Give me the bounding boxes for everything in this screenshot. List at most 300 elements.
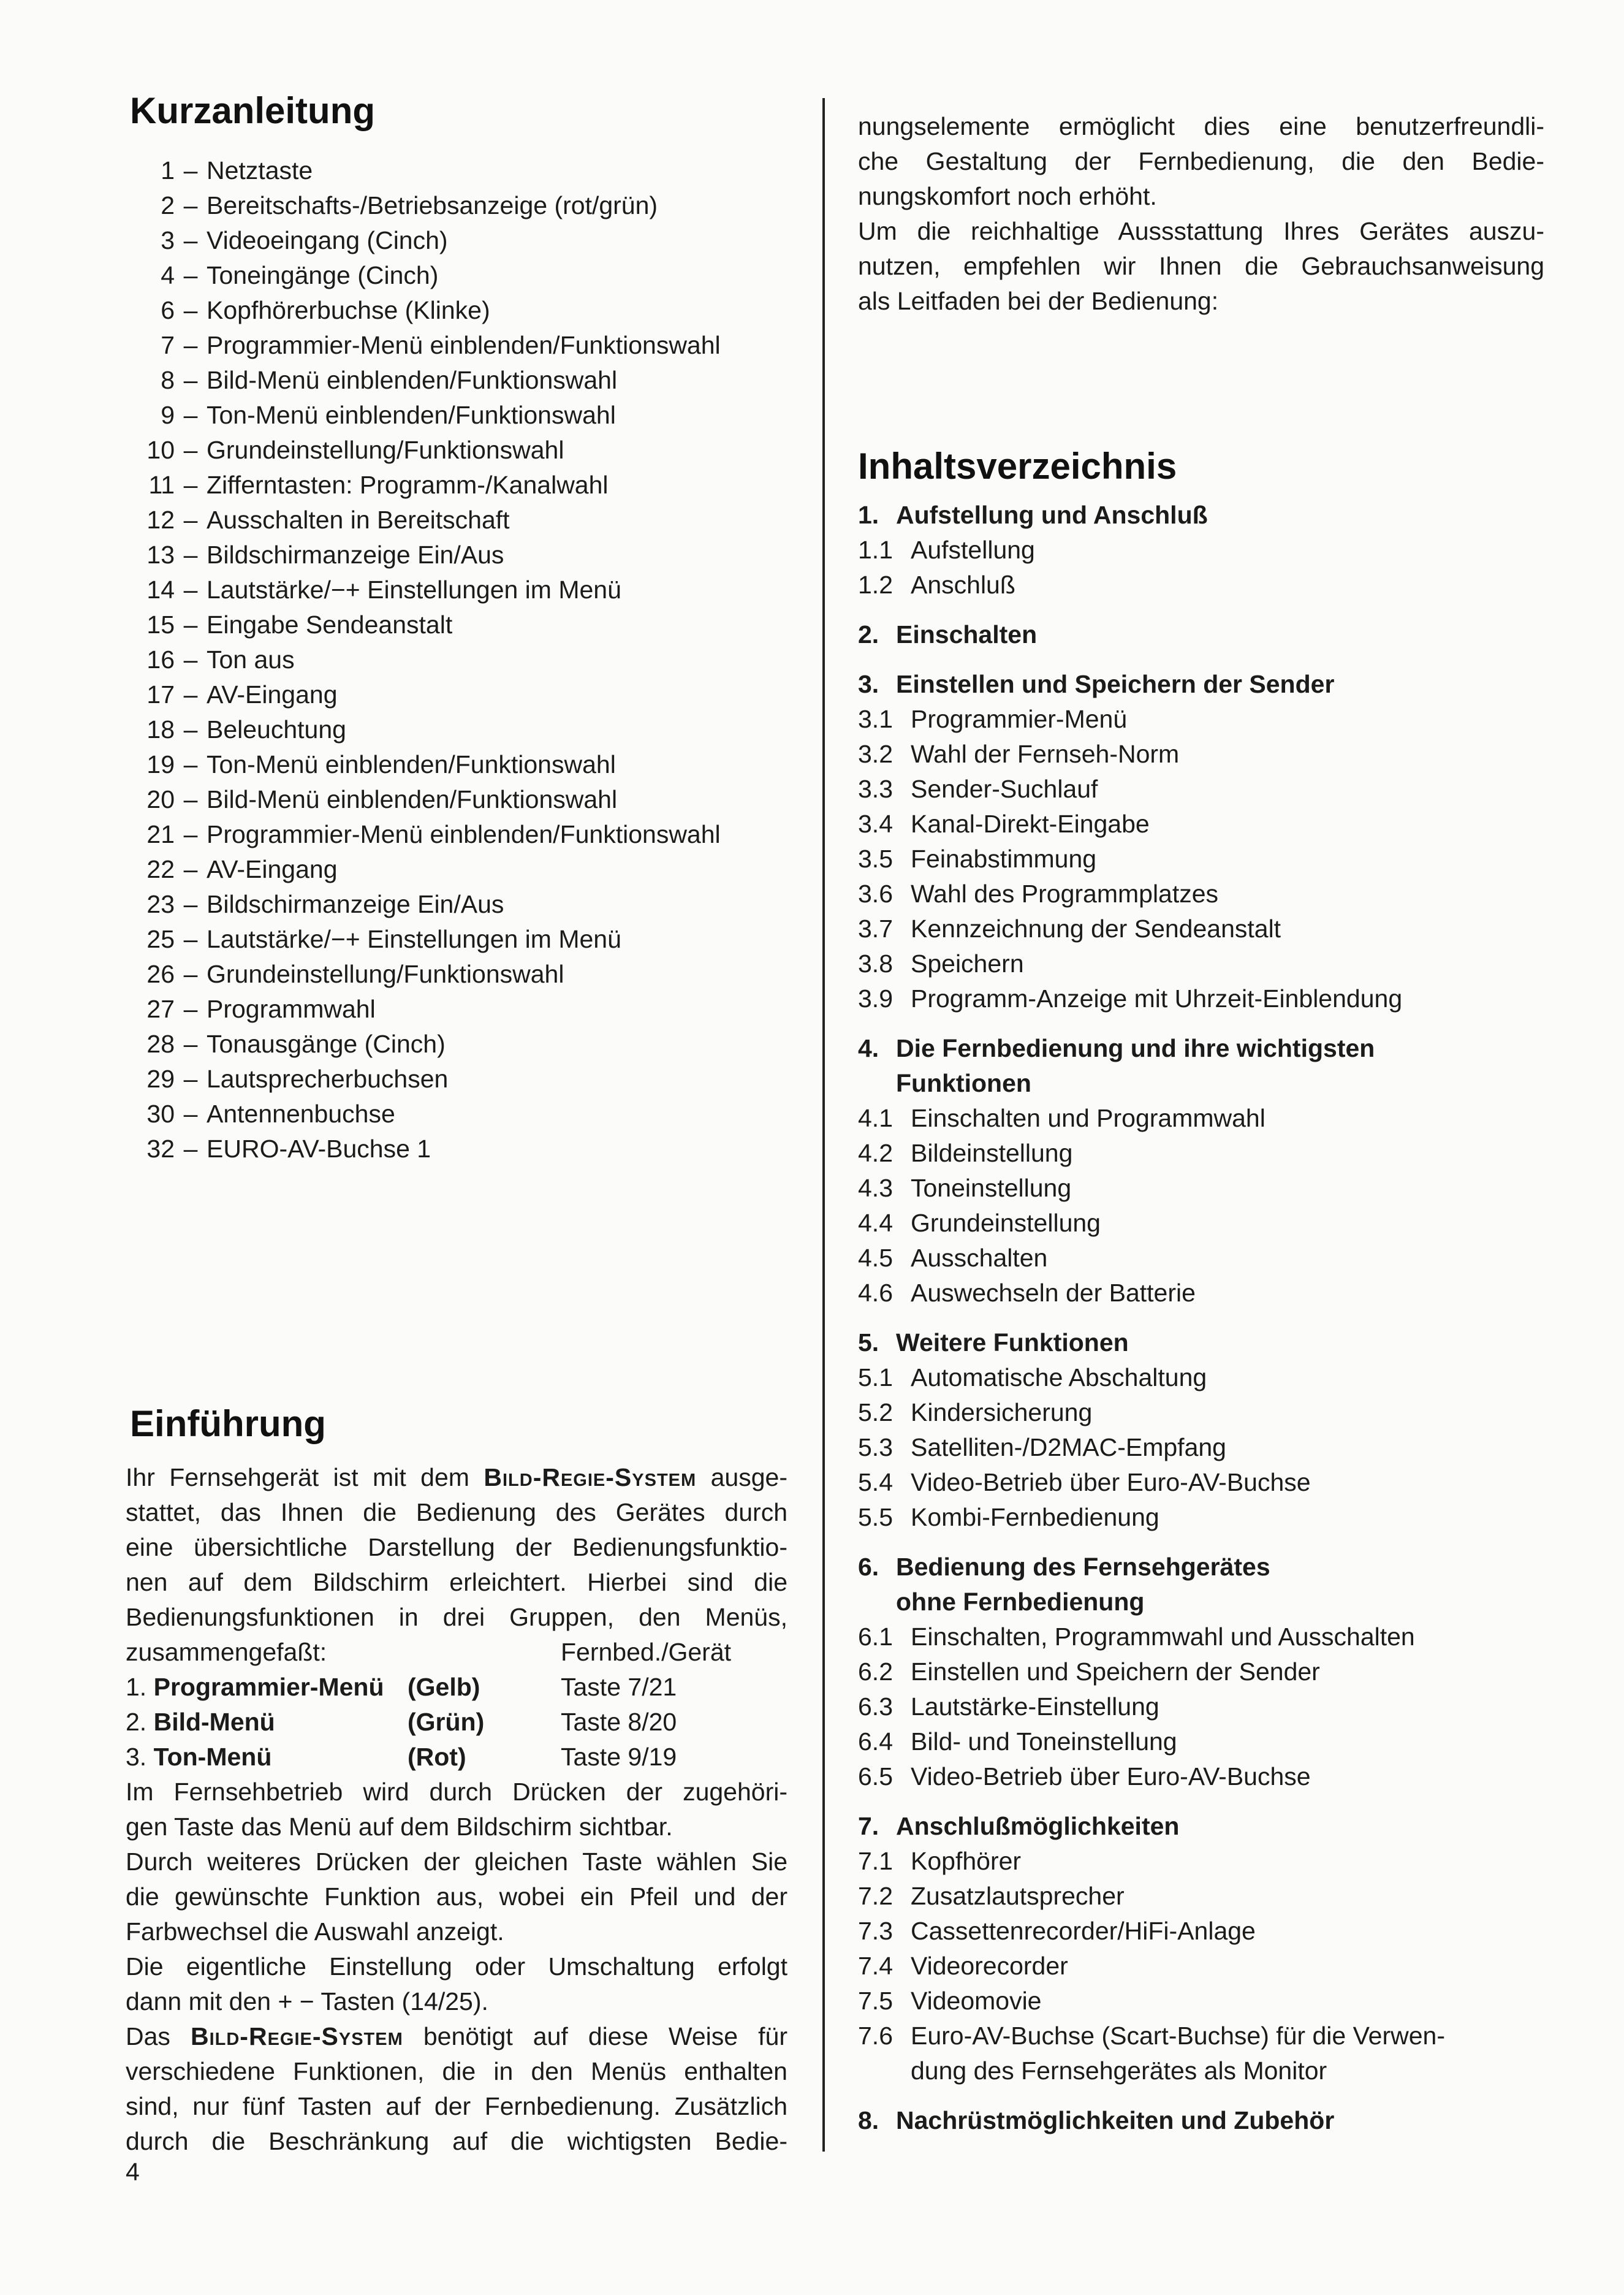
item-number: 12 — [146, 506, 175, 534]
toc-section — [858, 617, 1544, 652]
list-item — [126, 642, 787, 677]
item-text: Programmier-Menü einblenden/Funktionswahl — [207, 331, 721, 359]
toc-item-text: Programmier-Menü — [911, 705, 1128, 733]
item-number: 25 — [146, 925, 175, 953]
menu-color: (Gelb) — [408, 1673, 480, 1701]
list-item — [126, 1062, 787, 1097]
toc-item-number: 3.2 — [858, 740, 893, 768]
item-number: 10 — [146, 436, 175, 464]
menu-row — [126, 1670, 787, 1705]
toc-item-number: 4.3 — [858, 1174, 893, 1202]
menu-name — [126, 1740, 408, 1775]
toc-item-number: 3.9 — [858, 984, 893, 1013]
toc-item — [858, 1171, 1544, 1206]
menu-color: (Grün) — [408, 1708, 485, 1736]
toc-item — [858, 1360, 1544, 1395]
text-line: che Gestaltung der Fernbedienung, die den Bedie- — [858, 147, 1544, 175]
paragraph-menu-visible — [126, 1775, 787, 1844]
toc-item-text: Wahl der Fernseh-Norm — [911, 740, 1180, 768]
list-item — [126, 258, 787, 293]
toc-section — [858, 2103, 1544, 2138]
item-number: 20 — [146, 785, 175, 813]
toc-item — [858, 1654, 1544, 1689]
list-item — [126, 922, 787, 957]
toc-item-text: Kombi-Fernbedienung — [911, 1503, 1159, 1531]
toc-item-number: 4.4 — [858, 1209, 893, 1237]
section-number: 3. — [858, 670, 879, 698]
item-number: 17 — [146, 680, 175, 709]
item-dash: – — [183, 855, 198, 883]
item-text: AV-Eingang — [207, 680, 338, 709]
item-text: Ausschalten in Bereitschaft — [207, 506, 510, 534]
list-item — [126, 223, 787, 258]
toc-item — [858, 568, 1544, 603]
item-text: Programmier-Menü einblenden/Funktionswahl — [207, 820, 721, 848]
toc-item-text: Wahl des Programmplatzes — [911, 880, 1219, 908]
section-gap — [858, 1535, 1544, 1550]
item-text: Ton-Menü einblenden/Funktionswahl — [207, 750, 616, 778]
list-item — [126, 433, 787, 468]
toc-item — [858, 1914, 1544, 1949]
section-title: Die Fernbedienung und ihre wichtigsten — [896, 1034, 1375, 1062]
item-number: 8 — [161, 366, 175, 394]
section-title: Anschlußmöglichkeiten — [896, 1812, 1180, 1840]
list-item — [126, 1132, 787, 1167]
kurzanleitung-title: Kurzanleitung — [130, 90, 375, 131]
toc-item-number: 5.2 — [858, 1398, 893, 1426]
toc-section-heading — [858, 2103, 1544, 2138]
section-title: Nachrüstmöglichkeiten und Zubehör — [896, 2106, 1335, 2134]
section-title-cont: Funktionen — [896, 1069, 1031, 1097]
toc-section — [858, 1325, 1544, 1535]
list-item — [126, 852, 787, 887]
item-dash: – — [183, 471, 198, 499]
toc-item-text: Videomovie — [911, 1987, 1042, 2015]
toc-section-heading — [858, 1031, 1544, 1101]
item-text: AV-Eingang — [207, 855, 338, 883]
section-title: Bedienung des Fernsehgerätes — [896, 1553, 1270, 1581]
item-text: Lautstärke/−+ Einstellungen im Menü — [207, 925, 621, 953]
list-item — [126, 328, 787, 363]
item-text: Bild-Menü einblenden/Funktionswahl — [207, 785, 618, 813]
toc-item-number: 7.6 — [858, 2022, 893, 2050]
item-text: Zifferntasten: Programm-/Kanalwahl — [207, 471, 609, 499]
paragraph-function-select — [126, 1844, 787, 1949]
toc-section-heading — [858, 1325, 1544, 1360]
toc-item-text: Kindersicherung — [911, 1398, 1093, 1426]
item-number: 21 — [146, 820, 175, 848]
toc-item-text: Einschalten und Programmwahl — [911, 1104, 1265, 1132]
item-number: 1 — [161, 156, 175, 185]
item-text: Netztaste — [207, 156, 313, 185]
toc-item-number: 3.7 — [858, 915, 893, 943]
menu-number: 1. — [126, 1673, 154, 1701]
toc-item-number: 3.3 — [858, 775, 893, 803]
toc-item-text: Programm-Anzeige mit Uhrzeit-Einblendung — [911, 984, 1403, 1013]
toc-item — [858, 702, 1544, 737]
item-dash: – — [183, 296, 198, 324]
text-line: nen auf dem Bildschirm erleichtert. Hierbei sind die — [126, 1568, 787, 1596]
item-number: 11 — [148, 471, 175, 499]
item-number: 14 — [146, 576, 175, 604]
toc-item — [858, 1619, 1544, 1654]
list-item — [126, 293, 787, 328]
item-dash: – — [183, 1135, 198, 1163]
toc-item — [858, 1949, 1544, 1984]
item-dash: – — [183, 1030, 198, 1058]
toc-item-number: 7.1 — [858, 1847, 893, 1875]
toc-item-text: Kanal-Direkt-Eingabe — [911, 810, 1150, 838]
item-dash: – — [183, 541, 198, 569]
list-item — [126, 573, 787, 607]
toc-item — [858, 1689, 1544, 1724]
toc-section — [858, 1809, 1544, 2088]
item-number: 16 — [146, 645, 175, 674]
section-title: Einstellen und Speichern der Sender — [896, 670, 1335, 698]
toc-item — [858, 2019, 1544, 2088]
toc-item-number: 6.1 — [858, 1623, 893, 1651]
item-dash: – — [183, 890, 198, 918]
toc-item-text: Lautstärke-Einstellung — [911, 1692, 1159, 1721]
toc-item-number: 6.5 — [858, 1762, 893, 1791]
text-line: Um die reichhaltige Aussstattung Ihres Gerätes auszu- — [858, 217, 1544, 245]
toc-item-text: Automatische Abschaltung — [911, 1363, 1207, 1391]
item-dash: – — [183, 1100, 198, 1128]
toc-item — [858, 807, 1544, 842]
item-text: Bereitschafts-/Betriebsanzeige (rot/grün) — [207, 191, 658, 219]
text-line: stattet, das Ihnen die Bedienung des Gerätes durch — [126, 1498, 787, 1526]
item-dash: – — [183, 261, 198, 289]
menu-row — [126, 1705, 787, 1740]
item-number: 4 — [161, 261, 175, 289]
section-title-cont: ohne Fernbedienung — [896, 1588, 1145, 1616]
section-gap — [858, 1016, 1544, 1031]
item-text: Lautsprecherbuchsen — [207, 1065, 449, 1093]
section-gap — [858, 2088, 1544, 2103]
list-item — [126, 1027, 787, 1062]
toc-item-number: 5.5 — [858, 1503, 893, 1531]
menu-key: Taste 7/21 — [561, 1673, 677, 1701]
toc-section-heading — [858, 1550, 1544, 1619]
section-title: Weitere Funktionen — [896, 1328, 1129, 1357]
toc-item-number: 5.4 — [858, 1468, 893, 1496]
text-line: Farbwechsel die Auswahl anzeigt. — [126, 1917, 504, 1946]
list-item — [126, 817, 787, 852]
list-item — [126, 188, 787, 223]
list-item — [126, 1097, 787, 1132]
item-number: 32 — [146, 1135, 175, 1163]
text-line: die gewünschte Funktion aus, wobei ein Pfeil und der — [126, 1882, 787, 1911]
list-item — [126, 887, 787, 922]
section-title: Einschalten — [896, 620, 1038, 649]
toc-item-text: Grundeinstellung — [911, 1209, 1101, 1237]
item-number: 19 — [146, 750, 175, 778]
item-dash: – — [183, 331, 198, 359]
item-text: Programmwahl — [207, 995, 376, 1023]
section-number: 1. — [858, 501, 879, 529]
einfuehrung-title: Einführung — [130, 1403, 326, 1444]
text-line: Bedienungsfunktionen in drei Gruppen, den Menüs, — [126, 1603, 787, 1631]
toc-section-heading — [858, 1809, 1544, 1844]
item-number: 22 — [146, 855, 175, 883]
menu-row — [126, 1740, 787, 1775]
section-number: 5. — [858, 1328, 879, 1357]
list-item — [126, 782, 787, 817]
intro-line: Das Bild-Regie-System benötigt auf diese Weise für — [126, 2022, 788, 2050]
list-item — [126, 363, 787, 398]
text-line: durch die Beschränkung auf die wichtigsten Bedie- — [126, 2127, 787, 2155]
toc-section — [858, 667, 1544, 1016]
item-text: Beleuchtung — [207, 715, 346, 744]
item-dash: – — [183, 680, 198, 709]
toc-item-number: 4.5 — [858, 1244, 893, 1272]
toc-item-text: Cassettenrecorder/HiFi-Anlage — [911, 1917, 1256, 1945]
menu-number: 3. — [126, 1743, 154, 1771]
toc-item-number: 7.5 — [858, 1987, 893, 2015]
section-gap — [858, 652, 1544, 667]
item-dash: – — [183, 925, 198, 953]
item-dash: – — [183, 645, 198, 674]
toc-item-number: 7.2 — [858, 1882, 893, 1910]
toc-item-text: Feinabstimmung — [911, 845, 1097, 873]
item-number: 23 — [146, 890, 175, 918]
column-divider — [822, 98, 825, 2152]
toc-item-number: 3.5 — [858, 845, 893, 873]
toc-item-number: 5.3 — [858, 1433, 893, 1461]
page-number: 4 — [126, 2158, 140, 2186]
toc-item — [858, 1500, 1544, 1535]
menu-key: Taste 8/20 — [561, 1708, 677, 1736]
text-line: verschiedene Funktionen, die in den Menüs enthalten — [126, 2057, 787, 2085]
toc-item — [858, 1879, 1544, 1914]
toc-item — [858, 1206, 1544, 1241]
section-number: 4. — [858, 1034, 879, 1062]
section-gap — [858, 603, 1544, 617]
item-dash: – — [183, 401, 198, 429]
list-item — [126, 747, 787, 782]
toc-item-text: Video-Betrieb über Euro-AV-Buchse — [911, 1762, 1311, 1791]
toc-item-text: Zusatzlautsprecher — [911, 1882, 1125, 1910]
item-text: Eingabe Sendeanstalt — [207, 611, 453, 639]
toc-item — [858, 1276, 1544, 1311]
item-number: 9 — [161, 401, 175, 429]
item-text: Bildschirmanzeige Ein/Aus — [207, 541, 504, 569]
list-item — [126, 153, 787, 188]
text-line: als Leitfaden bei der Bedienung: — [858, 287, 1219, 315]
list-item — [126, 607, 787, 642]
menu-table — [126, 1670, 787, 1775]
toc-section — [858, 1550, 1544, 1794]
toc-item-text: Videorecorder — [911, 1952, 1068, 1980]
item-number: 6 — [161, 296, 175, 324]
brand-name: Bild-Regie-System — [190, 2022, 403, 2050]
item-text: Toneingänge (Cinch) — [207, 261, 439, 289]
toc-item-number: 4.1 — [858, 1104, 893, 1132]
item-dash: – — [183, 785, 198, 813]
item-dash: – — [183, 226, 198, 254]
toc-item-number: 3.8 — [858, 950, 893, 978]
text-line: nungskomfort noch erhöht. — [858, 182, 1157, 210]
section-title: Aufstellung und Anschluß — [896, 501, 1208, 529]
menu-name — [126, 1670, 408, 1705]
menu-table-header: zusammengefaßt: Fernbed./Gerät — [126, 1638, 732, 1666]
toc-item — [858, 912, 1544, 946]
einfuehrung-body — [126, 1460, 787, 2159]
intro-line: Ihr Fernsehgerät ist mit dem Bild-Regie-System ausge- — [126, 1463, 787, 1491]
toc-item-number: 4.6 — [858, 1279, 893, 1307]
item-dash: – — [183, 820, 198, 848]
toc-item-text: Toneinstellung — [911, 1174, 1072, 1202]
item-number: 29 — [146, 1065, 175, 1093]
toc-item — [858, 946, 1544, 981]
intro-paragraph — [126, 1495, 787, 1635]
toc-section-heading — [858, 498, 1544, 533]
toc-item — [858, 1465, 1544, 1500]
toc-item — [858, 1844, 1544, 1879]
section-number: 7. — [858, 1812, 879, 1840]
toc-item-text: Video-Betrieb über Euro-AV-Buchse — [911, 1468, 1311, 1496]
list-item — [126, 992, 787, 1027]
toc-title: Inhaltsverzeichnis — [858, 446, 1177, 487]
toc-item-number: 4.2 — [858, 1139, 893, 1167]
toc-item — [858, 1241, 1544, 1276]
list-item — [126, 398, 787, 433]
toc-item-number: 5.1 — [858, 1363, 893, 1391]
item-text: Lautstärke/−+ Einstellungen im Menü — [207, 576, 621, 604]
item-number: 30 — [146, 1100, 175, 1128]
toc-item-number: 7.3 — [858, 1917, 893, 1945]
toc-item — [858, 842, 1544, 877]
text-line: dann mit den + − Tasten (14/25). — [126, 1987, 488, 2015]
item-number: 7 — [161, 331, 175, 359]
paragraph-five-keys — [126, 2054, 787, 2159]
toc-item-number: 1.2 — [858, 571, 893, 599]
item-number: 18 — [146, 715, 175, 744]
toc-item-number: 1.1 — [858, 536, 893, 564]
toc-item-text: Kennzeichnung der Sendeanstalt — [911, 915, 1281, 943]
toc-item-number: 7.4 — [858, 1952, 893, 1980]
item-dash: – — [183, 366, 198, 394]
list-item — [126, 503, 787, 538]
section-gap — [858, 1311, 1544, 1325]
toc-item-text: Satelliten-/D2MAC-Empfang — [911, 1433, 1226, 1461]
text-line: gen Taste das Menü auf dem Bildschirm sichtbar. — [126, 1813, 673, 1841]
item-number: 26 — [146, 960, 175, 988]
list-item — [126, 712, 787, 747]
toc-item-text: Ausschalten — [911, 1244, 1048, 1272]
item-text: Kopfhörerbuchse (Klinke) — [207, 296, 490, 324]
toc-item-number: 6.4 — [858, 1727, 893, 1756]
item-dash: – — [183, 960, 198, 988]
toc-item-number: 6.2 — [858, 1658, 893, 1686]
item-text: Videoeingang (Cinch) — [207, 226, 448, 254]
toc-item — [858, 1430, 1544, 1465]
item-dash: – — [183, 715, 198, 744]
kurzanleitung-list — [126, 153, 787, 1167]
toc-item — [858, 772, 1544, 807]
item-dash: – — [183, 156, 198, 185]
toc-item — [858, 1101, 1544, 1136]
item-number: 13 — [146, 541, 175, 569]
menu-name — [126, 1705, 408, 1740]
toc-section — [858, 498, 1544, 603]
item-dash: – — [183, 750, 198, 778]
item-text: Ton-Menü einblenden/Funktionswahl — [207, 401, 616, 429]
toc-item-number: 3.6 — [858, 880, 893, 908]
toc-item-text: Einschalten, Programmwahl und Ausschalten — [911, 1623, 1415, 1651]
text-line: Im Fernsehbetrieb wird durch Drücken der zugehöri- — [126, 1778, 787, 1806]
paragraph-adjust — [126, 1949, 787, 2019]
item-text: EURO-AV-Buchse 1 — [207, 1135, 431, 1163]
toc-item-text: Auswechseln der Batterie — [911, 1279, 1196, 1307]
section-gap — [858, 1794, 1544, 1809]
item-dash: – — [183, 611, 198, 639]
toc-item — [858, 981, 1544, 1016]
toc-item — [858, 1136, 1544, 1171]
item-text: Ton aus — [207, 645, 295, 674]
item-dash: – — [183, 1065, 198, 1093]
item-text: Antennenbuchse — [207, 1100, 395, 1128]
toc-item — [858, 1395, 1544, 1430]
toc-item-number: 6.3 — [858, 1692, 893, 1721]
item-number: 2 — [161, 191, 175, 219]
item-dash: – — [183, 506, 198, 534]
toc-item — [858, 1724, 1544, 1759]
menu-title: Bild-Menü — [153, 1708, 275, 1736]
toc-item — [858, 737, 1544, 772]
toc-item-number: 3.4 — [858, 810, 893, 838]
toc-item-text: Euro-AV-Buchse (Scart-Buchse) für die Verwen- — [911, 2022, 1445, 2050]
item-dash: – — [183, 436, 198, 464]
toc-item — [858, 877, 1544, 912]
item-text: Bild-Menü einblenden/Funktionswahl — [207, 366, 618, 394]
menu-number: 2. — [126, 1708, 154, 1736]
section-number: 2. — [858, 620, 879, 649]
item-text: Grundeinstellung/Funktionswahl — [207, 436, 564, 464]
table-of-contents — [858, 498, 1544, 2138]
item-number: 27 — [146, 995, 175, 1023]
toc-item-text: Bild- und Toneinstellung — [911, 1727, 1177, 1756]
section-number: 8. — [858, 2106, 879, 2134]
toc-item-text: Aufstellung — [911, 536, 1035, 564]
menu-color: (Rot) — [408, 1743, 466, 1771]
item-number: 28 — [146, 1030, 175, 1058]
toc-item-text: Bildeinstellung — [911, 1139, 1073, 1167]
item-number: 3 — [161, 226, 175, 254]
toc-section — [858, 1031, 1544, 1311]
toc-section-heading — [858, 617, 1544, 652]
toc-item — [858, 1759, 1544, 1794]
einfuehrung-continuation — [858, 109, 1544, 319]
list-item — [126, 538, 787, 573]
item-dash: – — [183, 191, 198, 219]
brand-name: Bild-Regie-System — [484, 1463, 697, 1491]
list-item — [126, 468, 787, 503]
text-line: eine übersichtliche Darstellung der Bedienungsfunktio- — [126, 1533, 787, 1561]
toc-item-text: Speichern — [911, 950, 1024, 978]
text-line: Die eigentliche Einstellung oder Umschaltung erfolgt — [126, 1952, 787, 1981]
toc-item — [858, 533, 1544, 568]
toc-item-text: Einstellen und Speichern der Sender — [911, 1658, 1320, 1686]
toc-item-text: Anschluß — [911, 571, 1015, 599]
list-item — [126, 677, 787, 712]
list-item — [126, 957, 787, 992]
toc-section-heading — [858, 667, 1544, 702]
item-dash: – — [183, 995, 198, 1023]
text-line: sind, nur fünf Tasten auf der Fernbedienung. Zusätzlich — [126, 2092, 787, 2120]
toc-item-text: Sender-Suchlauf — [911, 775, 1098, 803]
item-text: Tonausgänge (Cinch) — [207, 1030, 446, 1058]
